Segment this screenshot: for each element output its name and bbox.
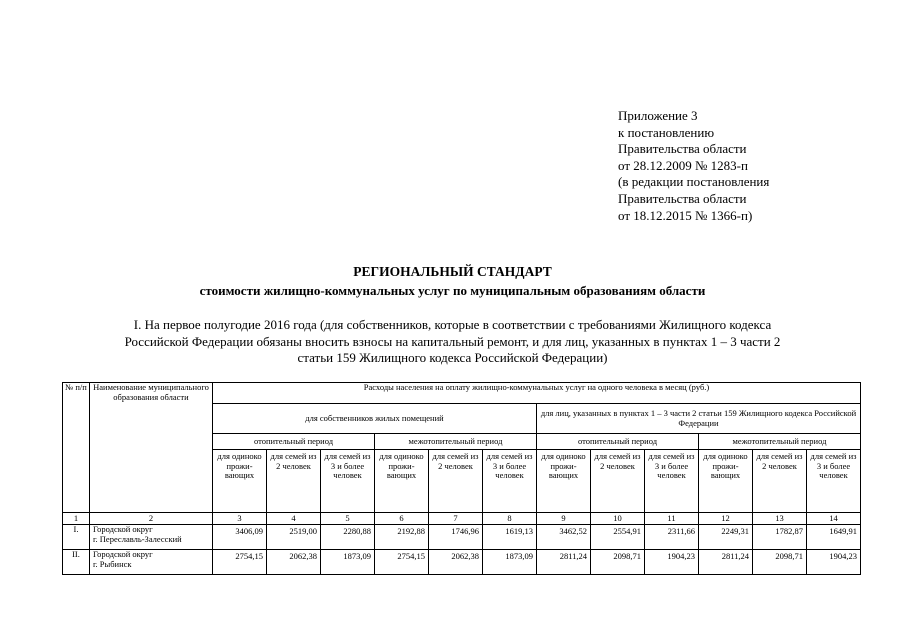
municipality-name-line1: Городской округ [93, 549, 153, 559]
municipality-name [90, 525, 213, 550]
document-title: РЕГИОНАЛЬНЫЙ СТАНДАРТ [353, 264, 552, 279]
header-heating-period: отопительный период [213, 434, 375, 450]
table-cell: 1873,09 [321, 550, 375, 575]
table-cell: 2249,31 [699, 525, 753, 550]
row-number: II. [63, 550, 90, 575]
header-family-three: для семей из 3 и более человек [321, 450, 375, 513]
table-cell: 2811,24 [699, 550, 753, 575]
column-number: 14 [807, 513, 861, 525]
header-family-two: для семей из 2 человек [591, 450, 645, 513]
column-number: 1 [63, 513, 90, 525]
table-cell: 2062,38 [429, 550, 483, 575]
column-number: 6 [375, 513, 429, 525]
table-cell: 1904,23 [645, 550, 699, 575]
header-non-heating-period: межотопительный период [699, 434, 861, 450]
table-cell: 1782,87 [753, 525, 807, 550]
table-cell: 2554,91 [591, 525, 645, 550]
header-family-two: для семей из 2 человек [267, 450, 321, 513]
appendix-line: Приложение 3 [618, 108, 698, 123]
table-row [63, 550, 861, 575]
column-number-row [63, 513, 861, 525]
header-persons: для лиц, указанных в пунктах 1 – 3 части 2 статьи 159 Жилищного кодекса Российской Федерации [537, 404, 861, 434]
table-cell: 2062,38 [267, 550, 321, 575]
column-number: 4 [267, 513, 321, 525]
header-single: для одиноко прожи- вающих [537, 450, 591, 513]
header-family-three: для семей из 3 и более человек [645, 450, 699, 513]
appendix-line: Правительства области [618, 190, 747, 206]
table-cell: 1746,96 [429, 525, 483, 550]
appendix-line: Правительства области [618, 141, 747, 157]
column-number: 2 [90, 513, 213, 525]
row-number: I. [63, 525, 90, 550]
header-heating-period: отопительный период [537, 434, 699, 450]
document-subtitle: стоимости жилищно-коммунальных услуг по муниципальным образованиям области [199, 283, 706, 298]
section-line: статьи 159 Жилищного кодекса Российской Федерации) [297, 350, 608, 365]
header-family-three: для семей из 3 и более человек [807, 450, 861, 513]
header-non-heating-period: межотопительный период [375, 434, 537, 450]
appendix-line: (в редакции постановления [618, 174, 770, 190]
table-cell: 1873,09 [483, 550, 537, 575]
table-cell: 2098,71 [591, 550, 645, 575]
municipality-name-line2: г. Рыбинск [93, 558, 132, 569]
table-cell: 2811,24 [537, 550, 591, 575]
header-family-two: для семей из 2 человек [753, 450, 807, 513]
table-cell: 1619,13 [483, 525, 537, 550]
section-heading [60, 317, 845, 367]
header-owners: для собственников жилых помещений [213, 404, 537, 434]
table-cell: 2192,88 [375, 525, 429, 550]
table-row [63, 525, 861, 550]
column-number: 3 [213, 513, 267, 525]
table-cell: 3406,09 [213, 525, 267, 550]
appendix-line: к постановлению [618, 124, 715, 140]
appendix-line: от 28.12.2009 № 1283-п [618, 157, 748, 173]
table-cell: 1904,23 [807, 550, 861, 575]
header-family-two: для семей из 2 человек [429, 450, 483, 513]
column-number: 9 [537, 513, 591, 525]
header-municipality: Наименование муниципального образования области [90, 383, 213, 513]
column-number: 10 [591, 513, 645, 525]
header-single: для одиноко прожи- вающих [699, 450, 753, 513]
column-number: 13 [753, 513, 807, 525]
table-cell: 2280,88 [321, 525, 375, 550]
municipality-name-line2: г. Переславль-Залесский [93, 533, 182, 544]
table-cell: 2754,15 [375, 550, 429, 575]
appendix-block [618, 108, 769, 224]
header-expenses: Расходы населения на оплату жилищно-коммунальных услуг на одного человека в месяц (руб.) [213, 383, 861, 404]
column-number: 8 [483, 513, 537, 525]
section-line: I. На первое полугодие 2016 года (для собственников, которые в соответствии с требованиями Жилищного кодекса [133, 317, 772, 332]
table-cell: 3462,52 [537, 525, 591, 550]
column-number: 11 [645, 513, 699, 525]
table-cell: 2519,00 [267, 525, 321, 550]
column-number: 5 [321, 513, 375, 525]
table-cell: 2311,66 [645, 525, 699, 550]
header-family-three: для семей из 3 и более человек [483, 450, 537, 513]
column-number: 7 [429, 513, 483, 525]
header-single: для одиноко прожи- вающих [375, 450, 429, 513]
header-number: № п/п [63, 383, 90, 513]
table-cell: 1649,91 [807, 525, 861, 550]
municipality-name-line1: Городской округ [93, 524, 153, 534]
municipality-name [90, 550, 213, 575]
section-line: Российской Федерации обязаны вносить взносы на капитальный ремонт, и для лиц, указанных в пунктах 1 – 3 части 2 [124, 333, 781, 349]
table-cell: 2754,15 [213, 550, 267, 575]
appendix-line: от 18.12.2015 № 1366-п) [618, 207, 753, 223]
standard-table [62, 382, 861, 575]
header-single: для одиноко прожи- вающих [213, 450, 267, 513]
table-cell: 2098,71 [753, 550, 807, 575]
column-number: 12 [699, 513, 753, 525]
